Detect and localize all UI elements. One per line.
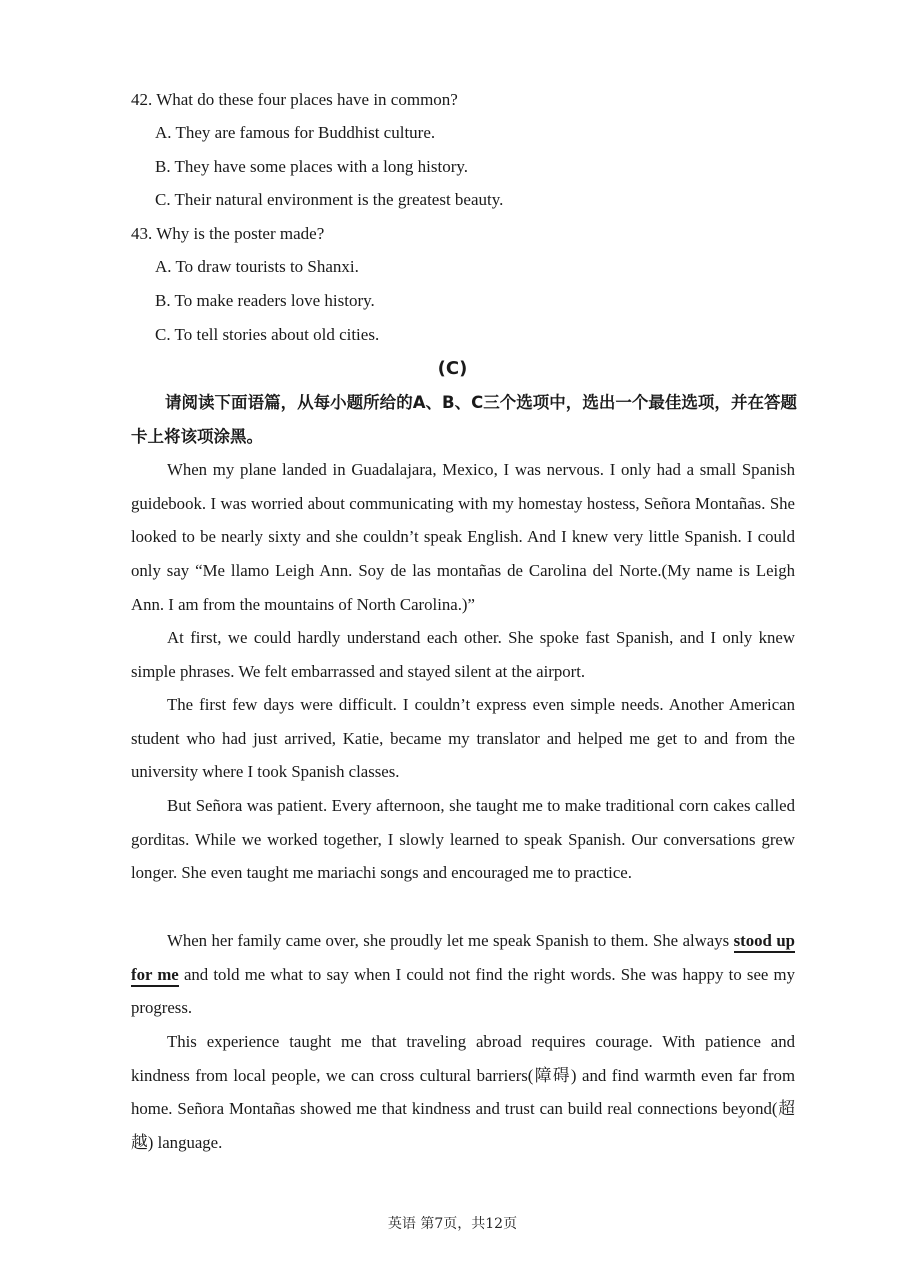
page-footer: 英语 第7页，共12页	[387, 1216, 518, 1232]
question-42-option-b: B. They have some places with a long history.	[155, 157, 469, 176]
passage-paragraph-3: The first few days were difficult. I couldn’t express even simple needs. Another American student who had just arrived, Katie, became my translator and helped me get to and from the university where I took Spanish classes.	[131, 695, 795, 782]
question-43-option-c: C. To tell stories about old cities.	[155, 325, 380, 344]
question-42-option-a: A. They are famous for Buddhist culture.	[155, 123, 436, 142]
passage-paragraph-6: This experience taught me that traveling abroad requires courage. With patience and kindness from local people, we can cross cultural barriers(障碍) and find warmth even far from home. Señora Montañas showed me that kindness and trust can build real connections beyond(超越) language.	[131, 1032, 795, 1153]
passage-paragraph-2: At first, we could hardly understand each other. She spoke fast Spanish, and I only knew simple phrases. We felt embarrassed and stayed silent at the airport.	[131, 628, 795, 681]
section-title: (C)	[437, 358, 468, 379]
paragraph-5-text-before: When her family came over, she proudly let me speak Spanish to them. She always	[167, 931, 734, 950]
underlined-phrase: stood up for me	[131, 931, 795, 987]
question-43-option-a: A. To draw tourists to Shanxi.	[155, 257, 359, 276]
section-instruction: 请阅读下面语篇，从每小题所给的A、B、C三个选项中，选出一个最佳选项，并在答题卡上将该项涂黑。	[131, 393, 797, 446]
passage-paragraph-5	[131, 924, 795, 1025]
passage-paragraph-1: When my plane landed in Guadalajara, Mexico, I was nervous. I only had a small Spanish guidebook. I was worried about communicating with my homestay hostess, Señora Montañas. She looked to be nearly sixty and she couldn’t speak English. And I knew very little Spanish. I could only say “Me llamo Leigh Ann. Soy de las montañas de Carolina del Norte.(My name is Leigh Ann. I am from the mountains of North Carolina.)”	[131, 460, 795, 614]
question-42-stem: 42. What do these four places have in common?	[131, 90, 458, 109]
question-42-option-c: C. Their natural environment is the greatest beauty.	[155, 190, 504, 209]
question-43-stem: 43. Why is the poster made?	[131, 224, 325, 243]
passage-paragraph-4: But Señora was patient. Every afternoon, she taught me to make traditional corn cakes called gorditas. While we worked together, I slowly learned to speak Spanish. Our conversations grew longer. She even taught me mariachi songs and encouraged me to practice.	[131, 796, 795, 883]
question-43-option-b: B. To make readers love history.	[155, 291, 375, 310]
paragraph-5-text-after: and told me what to say when I could not find the right words. She was happy to see my progress.	[131, 964, 795, 1018]
